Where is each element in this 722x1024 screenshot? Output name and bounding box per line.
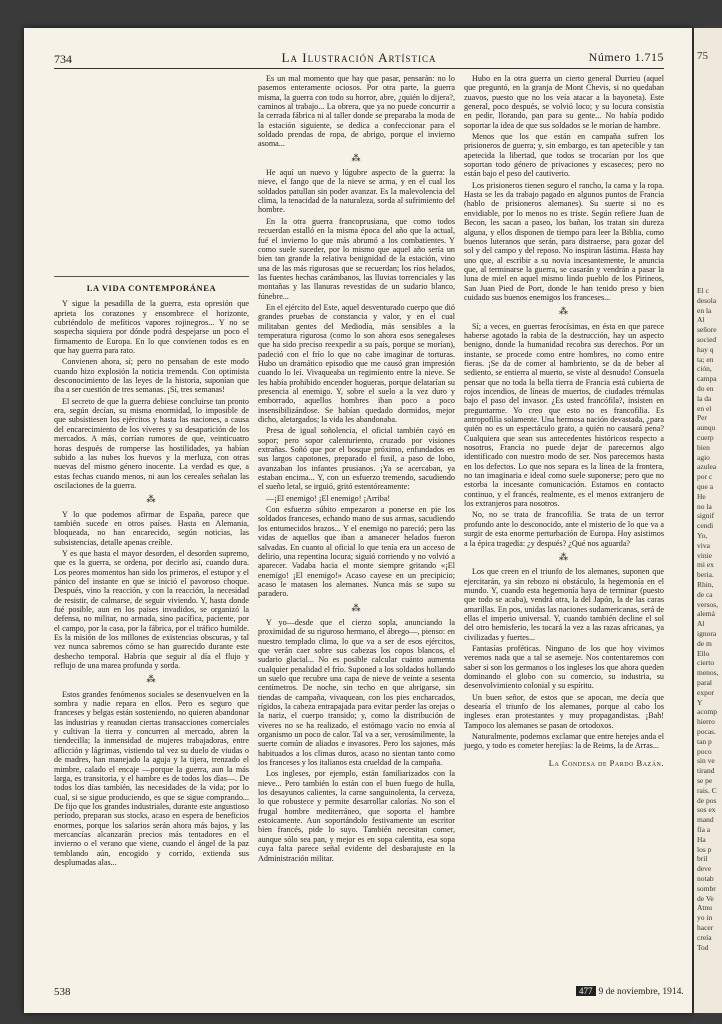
section-divider <box>54 276 249 277</box>
magazine-page <box>24 28 692 1013</box>
adjacent-page-text-line: paral <box>697 678 712 687</box>
adjacent-page-text-line: tirand <box>697 766 715 776</box>
adjacent-page-text-line: por c <box>697 472 713 482</box>
adjacent-page-text-line: He <box>697 491 706 501</box>
footer-page-number: 538 <box>54 986 71 998</box>
paragraph: Un buen señor, de estos que se apocan, me decía que desearía el triunfo de los alemanes, porque al cabo los ingleses eran protestantes y muy propagandistas. ¡Bah! Tampoco los alemanes se pasan de ortodoxos. <box>464 692 664 730</box>
section-break-stars: ⁂ <box>559 551 569 562</box>
adjacent-page-text-line: versos, <box>697 599 719 609</box>
footer-date: 9 de noviembre, 1914. <box>598 987 684 997</box>
adjacent-page-text-line: en el <box>697 403 712 413</box>
adjacent-page-text-line: no la <box>697 501 712 511</box>
adjacent-page-text-line: bril <box>697 854 708 864</box>
adjacent-page-text-line: señore <box>697 325 717 335</box>
adjacent-page-text-line: que a <box>697 482 714 491</box>
adjacent-page-number: 75 <box>697 50 708 62</box>
paragraph: Y lo que podemos afirmar de España, parece que también sucede en otros países. Hasta en Alemania, bloqueada, no han encarecido, según noticias, las subsistencias, detalle apenas creíble. <box>54 509 249 547</box>
column-2 <box>258 74 455 865</box>
section-break-stars: ⁂ <box>146 674 157 685</box>
adjacent-page-text-line: Rhin, <box>697 580 714 589</box>
adjacent-page-text-line: beria. <box>697 570 714 580</box>
adjacent-page-edge <box>694 28 722 1013</box>
paragraph: En el ejército del Este, aquel desventurado cuerpo que dió grandes pruebas de constancia y valor, y en el cual militaban gentes del Mediodía, más sensibles a la temperatura rigurosa (como lo son ahora esos senegaleses que ha sido preciso reexpedir a su país, porque se morían), padeció con el frío lo que no cabe imaginar de torturas. Hubo un dramático episodio que me causó gran impresión cuando lo leí. Vivaqueaba un regimiento entre la nieve. Se les había prohibido encender hogueras, porque delatarían su presencia al enemigo. Y, sobre el suelo a la vez duro y emborrado, aquellos hombres iban poco a poco insensibilizándose. Se habían quedado dormidos, mejor dicho, aletargados; la vida les abandonaba. <box>258 302 455 425</box>
paragraph: El secreto de que la guerra debiese concluirse tan pronto era, según decían, su misma enormidad, lo imposible de que subsistiesen los ejércitos y hasta las naciones, a causa del encarecimiento de los víveres y su desaparición de los mercados. A más, corrían rumores de que, veinticuatro horas después de romperse las hostilidades, ya habían subido a las nubes los huevos y la merluza, con otras nuevas del mismo género inocente. La verdad es que, a estas fechas cuando menos, ni aun los cereales señalan las oscilaciones de la guerra. <box>54 396 249 490</box>
adjacent-page-text-line: Ha <box>697 834 706 844</box>
section-break-stars: ⁂ <box>559 306 569 317</box>
adjacent-page-text-line: mand <box>697 815 714 825</box>
adjacent-page-text-line: Atnu <box>697 903 712 913</box>
footer-date-block <box>576 986 684 997</box>
paragraph: He aquí un nuevo y lúgubre aspecto de la guerra: la nieve, el fango que de la nieve se arma, y en el cual los soldados patullan sin poder avanzar. Es la malevolencia del clima, la tenacidad de la naturaleza, sorda al sufrimiento del hombre. <box>258 168 455 215</box>
column-3 <box>464 74 664 768</box>
header-rule <box>54 68 664 69</box>
adjacent-page-text-line: hierro <box>697 717 715 727</box>
adjacent-page-text-line: tan p <box>697 736 712 746</box>
adjacent-page-text-line: de Ve <box>697 893 714 903</box>
adjacent-page-text-line: socied <box>697 335 717 344</box>
adjacent-page-text-line: do en <box>697 384 714 393</box>
paragraph: Fantasías proféticas. Ninguno de los que hoy vivimos veremos nada que a tal se asemeje. Nos contentaremos con saber si son los germanos o los ingleses los que ahora queden dominando el globo con su comercio, su industria, su desenvolvimiento colonial y su espíritu. <box>464 643 664 691</box>
paragraph: Presa de igual soñolencia, el oficial también cayó en sopor; pero sopor calenturiento, cruzado por visiones extrañas. Soñó que por el bosque próximo, enfundados en sus largos capotones, preparado el fusil, a paso de lobo, avanzaban los infantes prusianos. ¡Ya se acercaban, ya estaban encima... Y, con un esfuerzo tremendo, sacudiendo el sueño letal, se irguió, gritó estentóreamente: <box>258 426 455 492</box>
page-number: 734 <box>54 52 72 66</box>
adjacent-page-text-line: de pos <box>697 795 717 805</box>
adjacent-page-text-line: Tod <box>697 942 709 952</box>
adjacent-page-text-line: creía <box>697 932 712 942</box>
adjacent-page-text-line: poco <box>697 746 712 756</box>
adjacent-page-text-line: desola <box>697 295 717 305</box>
adjacent-page-text-line: ignora <box>697 629 717 638</box>
adjacent-page-text-line: Al <box>697 619 705 629</box>
adjacent-page-text-line: expor <box>697 687 715 697</box>
footer-badge: 477 <box>576 986 596 996</box>
adjacent-page-text-line: rais. C <box>697 785 717 795</box>
adjacent-page-text-line: Yo, <box>697 531 708 540</box>
paragraph: Los prisioneros tienen seguro el rancho, la cama y la ropa. Hasta se les da trabajo pagado en algunos puntos de Francia (hablo de prisioneros alemanes). Su suerte si no es envidiable, por lo menos no es triste. Según refiere Juan de Becon, les sacan a paseo, los bañan, los tratan sin dureza alguna, y ellos disponen de tiempo para leer la Biblia, como buenos luteranos que serán, para distraerse, para gozar del sol y del campo y del reposo. No inspiran lástima. Hasta hay uno que, al escribir a su novia incesantemente, le anuncia que, al terminarse la guerra, se casarán y vendrán a pasar la luna de miel en aquel mismo lindo pueblo de los Pirineos, San Juan Pied de Port, donde le han tenido preso y bien cuidado sus buenos enemigos los franceses... <box>464 180 664 302</box>
paragraph: Sí; a veces, en guerras ferocísimas, en ésta en que parece haberse agotado la rabia de la destrucción, hay un aspecto benigno, donde la humanidad recobra sus derechos. Por un instante, se procede como entre hombres, no como entre fieras. ¡Se da de comer al hambriento, se da de beber al sediento, se entierra al muerto, se viste al desnudo! Consuela pensar que no toda la bella tierra de Francia está cubierta de rojos incendios, de líneas de muertos, de ciudades trémulas bajo el paso del invasor. ¿Es usted francófila?, insisten en preguntarme. Yo creo que esto no es francofilia. Es antropofilia solamente. Una hermosa nación devastada, ¿para quién no es un espectáculo grato, a quién no causará pena? Cualquiera que sean sus antecedentes históricos respecto a nosotros, Francia no puede dejar de parecernos algo identificado con nuestro modo de ser. Nos parecemos hasta en los defectos. Lo que nos separa es la línea de la frontera, no tan imaginaria e ideal como suele suponerse; pero que no estorba la incesante comunicación. Estamos en contacto continuo, y el francés, realmente, es el menos extranjero de los extranjeros para nosotros. <box>464 321 664 509</box>
page-header <box>54 50 664 70</box>
adjacent-page-text-line: Al <box>697 315 705 325</box>
adjacent-page-text-line: signif <box>697 511 715 521</box>
adjacent-page-text-line: los p <box>697 844 712 854</box>
adjacent-page-text-line: Ello <box>697 648 710 658</box>
adjacent-page-text-line: agio <box>697 452 710 462</box>
paragraph: Y es que hasta el mayor desorden, el desorden supremo, que es la guerra, se ordena, por decirlo así, cuando dura. Los peores momentos han sido los primeros, el estupor y el pánico del instante en que se inició el pavoroso choque. Después, vino la reacción, y con la reacción, la necesidad de resistir, de calmarse, de seguir viviendo. Y, hasta donde fué posible, aun en los países invadidos, se organizó la defensa, no militar, no armada, sino pacífica, paciente, por el campo, por la casa, por la fábrica, por el tráfico humilde. Es la misión de los millones de existencias obscuras, y tal vez nunca sabremos cómo se han guarecido durante este deshecho temporal. Habría que seguir al día el flujo y reflujo de una marea profunda y sorda. <box>54 548 249 671</box>
paragraph: En la otra guerra francoprusiana, que como todos recuerdan estalló en la misma época del año que la actual, fué el invierno lo que más abrumó a los combatientes. Y como suele suceder, por lo mismo que aquel año sería un bien tan grande la relativa benignidad de la estación, vino una de las más rigurosas que se recuerdan; los ríos helados, las fuentes hechas carámbanos, las lluvias torrenciales y las montañas y las llanuras revestidas de un sudario blanco, fúnebre... <box>258 216 455 301</box>
adjacent-page-text-line: hay q <box>697 344 714 354</box>
adjacent-page-text-line: ta; en <box>697 354 714 364</box>
adjacent-page-text-line: yo in <box>697 913 713 923</box>
issue-number: Número 1.715 <box>588 50 664 64</box>
magazine-title: La Ilustración Artística <box>281 50 437 65</box>
adjacent-page-text-line: sin ve <box>697 756 715 766</box>
paragraph: Es un mal momento que hay que pasar, pensarán: no lo pasemos enteramente ociosos. Por otra parte, la guerra misma, la guerra con todo su horror, abre, ¿quién lo dijera?, caminos al trabajo... La obrera, que ya no puede concurrir a la cerrada fábrica ni al taller donde se preparaba la moda de la estación siguiente, se dedica a confeccionar para el soldado prendas de ropa, de abrigo, porque el invierno asoma... <box>258 74 455 149</box>
adjacent-page-text-line: bien <box>697 442 710 452</box>
adjacent-page-text-line: azulea <box>697 462 717 472</box>
paragraph: Y yo—desde que el cierzo sopla, anunciando la proximidad de su riguroso hermano, el ábrego—, pienso: en nuestro templado clima, lo que va a ser de esos ejércitos, que verán caer sobre sus cabezas los copos blancos, el sudario glacial... No es posible calcular cuánto aumenta cualquier penalidad el frío. Suponed a los soldados hollando un suelo que recubre una capa de nieve de veinte a sesenta centímetros. De noche, sin techo en que abrigarse, sin tiendas de campaña, vivaquean, con los pies encharcados, rígidos, la cabeza entrapajada para evitar perder las orejas o la nariz, el cuerpo transido; y, como la distribución de víveres no se ha realizado, el estómago vacío no envía al organismo un poco de calor. Tal va a ser, verosímilmente, la suerte común de aliados e invasores. Pero los sajones, más habituados a los climas duros, acaso no sientan tanto como los franceses y los italianos esta crueldad de la campaña. <box>258 617 455 768</box>
section-break-stars: ⁂ <box>146 494 157 505</box>
adjacent-page-text-line: sos ex <box>697 805 716 815</box>
paragraph: —¡El enemigo! ¡El enemigo! ¡Arriba! <box>266 493 391 503</box>
adjacent-page-text-line: de m <box>697 638 712 648</box>
paragraph: Los que creen en el triunfo de los alemanes, suponen que ejercitarán, ya sin rebozo ni obstáculo, la hegemonía en el mundo. Y, cuando esta hegemonía haya de terminar (puesto que todo se acaba), vendrá otra, la del Japón, la de las caras amarillas. En pos, unidas las naciones sudamericanas, será de ellas el imperio universal. Y, cuando también decline el sol del otro hemisferio, les tocará la vez a las razas africanas, ya civilizadas y fuertes... <box>464 567 664 642</box>
paragraph: Hubo en la otra guerra un cierto general Durrieu (aquel que preguntó, en la granja de Mont Chevis, si no quedaban zuavos, puesto que no los veía atacar a la bayoneta). Este general, poco después, se volvió loco; y su locura consistía en pedir, llorando, pan para su gente... No había podido soportar la idea de que sus soldados se le morían de hambre. <box>464 74 664 130</box>
paragraph: Convienen ahora, sí; pero no pensaban de este modo cuando hizo explosión la noticia tremenda. Con optimista desconocimiento de las leyes de la historia, suponían que iba a ser cuestión de tres semanas. ¡Sí, tres semanas! <box>54 357 249 395</box>
column-1 <box>54 284 249 869</box>
adjacent-page-text-line: deve <box>697 864 712 874</box>
section-title: LA VIDA CONTEMPORÁNEA <box>86 283 217 293</box>
paragraph: Los ingleses, por ejemplo, están familiarizados con la nieve... Pero también lo están con el buen fuego de hulla, los desayunos calientes, la carne sanguinolenta, la cerveza, lo que robustece y permite desarrollar calorías. No son el frugal hombre mediterráneo, que soporta el hambre estoicamente. Aun soportándolo festivamente un escritor bien francés, pide lo suyo. También necesitan comer, aunque sólo sea pan, y mejor es en sopa calentita, esa sopa cuya falta parece señal evidente del desbarajuste en la Administración militar. <box>258 769 455 863</box>
adjacent-page-text-line: vinie <box>697 550 712 560</box>
adjacent-page-text-line: ción, <box>697 364 712 374</box>
adjacent-page-text-line: aunqu <box>697 423 716 433</box>
adjacent-page-text-line: alemá <box>697 609 715 619</box>
paragraph: Con esfuerzo súbito empezaron a ponerse en pie los soldados franceses, echando mano de sus armas, sacudiendo los entumecidos brazos... Y el enemigo no pareció; pero las vidas de aquellos que iban a amanecer helados fueron salvadas. En cuanto al oficial lo que tenía era un acceso de delirio, una repentina locura; siguió corriendo y no volvió a aparecer. Vadaba hacia el monte siempre gritando «¡El enemigo! ¡El enemigo!» Acaso cayese en un precipicio; acaso le matasen los alemanes. Nunca más se supo su paradero. <box>258 505 455 599</box>
paragraph: Y sigue la pesadilla de la guerra, esta opresión que aprieta los corazones y ensombrece el horizonte, cubriéndolo de mefíticos vapores rojinegros... Y no se sospecha siquiera por dónde podrá despejarse un poco el firmamento de Europa. En lo que convienen todos es en que hay guerra para rato. <box>54 299 249 356</box>
adjacent-page-text-line: de ca <box>697 589 713 599</box>
paragraph: Menos que los que están en campaña sufren los prisioneros de guerra; y, sin embargo, es tan apetecible y tan apetecida la libertad, que todos se trocarían por los que soportan todo género de privaciones y escaseces; pero no están bajo el peso del cautiverio. <box>464 132 664 179</box>
paragraph: Estos grandes fenómenos sociales se desenvuelven en la sombra y nadie repara en ellos. Pero es seguro que franceses y belgas están sosteniendo, no quieren abandonar las industrias y reanudan ciertas transacciones comerciales y cultivan la tierra y concurren al mercado, abren la tiendecilla; la inmensidad de mujeres trabajadoras, entre aflicción y lágrimas, vistiendo tal vez su duelo de viudas o de madres, han manejado la aguja y la tijera, trenzado el mimbre, calado el encaje —porque la guerra, aun la más larga, es transitoria, y el hambre es de todos los días—. De todos los días también, las necesidades de la vida; por lo cual, si se sigue produciendo, es que se sigue comprando... De fijo que los grandes industriales, durante este angustioso período, preparan sus stocks, acaso en espera de beneficios enormes, porque los salarios serán ahora más bajos, y las mercancías alcanzarán precios más tentadores en el invierno o el verano que viene, cuando el ángel de la paz temblando aún, encogido y corrido, extienda sus desplumadas alas... <box>54 689 249 867</box>
adjacent-page-text-line: fía a <box>697 825 711 834</box>
author-signature: La Condesa de Pardo Bazán. <box>548 757 664 768</box>
adjacent-page-text-line: Y <box>697 697 703 707</box>
adjacent-page-text-line: hacer <box>697 923 714 932</box>
adjacent-page-text-line: la da <box>697 393 712 403</box>
adjacent-page-text-line: mi ex <box>697 560 714 570</box>
section-break-stars: ⁂ <box>351 602 362 613</box>
adjacent-page-text-line: notab <box>697 874 714 883</box>
adjacent-page-text-line: sombr <box>697 883 716 893</box>
adjacent-page-text-line: El c <box>697 286 709 295</box>
adjacent-page-text-line: se pe <box>697 776 713 785</box>
adjacent-page-text-line: campa <box>697 374 717 384</box>
adjacent-page-text-line: en la <box>697 305 712 315</box>
paragraph: No, no se trata de francofilia. Se trata de un terror profundo ante lo desconocido, ante el misterio de lo que va a surgir de esta enorme perturbación de Europa. Hoy asistimos a la épica tragedia: ¿y después? ¿Qué nos aguarda? <box>464 510 664 548</box>
adjacent-page-text-line: viva <box>697 540 710 550</box>
adjacent-page-text-line: cuerp <box>697 433 714 442</box>
paragraph: Naturalmente, podemos exclamar que entre herejes anda el juego, y todo es cometer herejías: la de Reims, la de Arras... <box>464 732 664 751</box>
adjacent-page-text-line: menos, <box>697 668 719 678</box>
adjacent-page-text-line: cendi <box>697 521 714 531</box>
adjacent-page-text-line: acomp <box>697 707 717 717</box>
adjacent-page-text-line: Per <box>697 413 707 423</box>
adjacent-page-text-line: cierto <box>697 658 715 668</box>
section-break-stars: ⁂ <box>351 152 362 163</box>
adjacent-page-text-line: pocas. <box>697 727 716 736</box>
